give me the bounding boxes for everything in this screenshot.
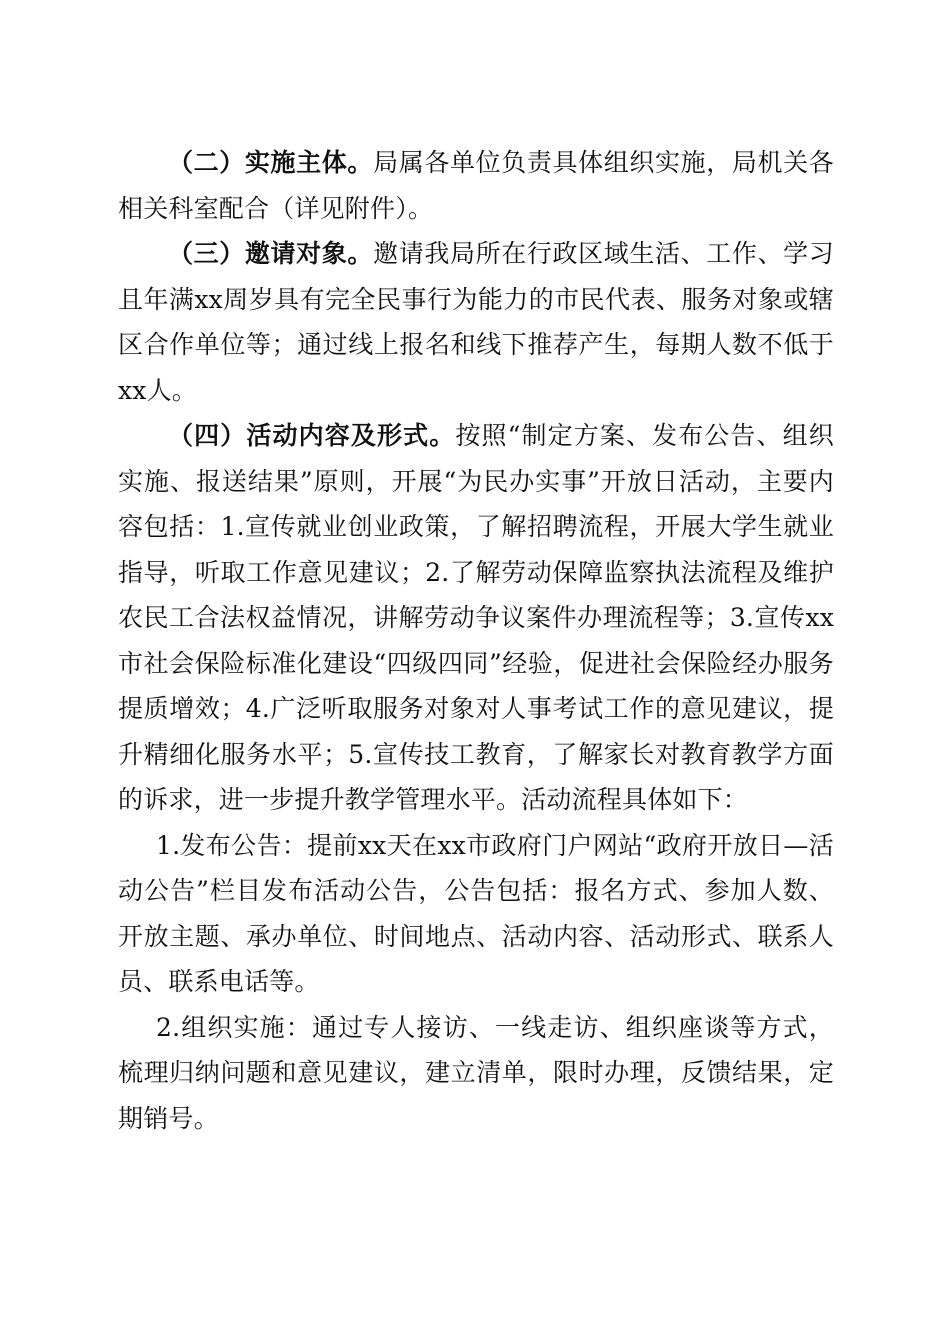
paragraph-activity-content [118, 413, 834, 823]
document-body [118, 140, 834, 1141]
step-text-publish-notice: 1.发布公告：提前xx天在xx市政府门户网站“政府开放日—活动公告”栏目发布活动公告，公告包括：报名方式、参加人数、开放主题、承办单位、时间地点、活动内容、活动形式、联系人员、联系电话等。 [118, 830, 834, 996]
section-text-activity-content: 按照“制定方案、发布公告、组织实施、报送结果”原则，开展“为民办实事”开放日活动，主要内容包括：1.宣传就业创业政策，了解招聘流程，开展大学生就业指导，听取工作意见建议；2.了解劳动保障监察执法流程及维护农民工合法权益情况，讲解劳动争议案件办理流程等；3.宣传xx市社会保险标准化建设“四级四同”经验，促进社会保险经办服务提质增效；4.广泛听取服务对象对人事考试工作的意见建议，提升精细化服务水平；5.宣传技工教育，了解家长对教育教学方面的诉求，进一步提升教学管理水平。活动流程具体如下： [118, 421, 834, 814]
paragraph-step-organize [118, 1005, 834, 1142]
section-heading-invitees: （三）邀请对象。 [168, 239, 374, 268]
paragraph-invitees [118, 231, 834, 413]
section-heading-implementing-body: （二）实施主体。 [168, 148, 374, 177]
section-heading-activity-content: （四）活动内容及形式。 [168, 421, 456, 450]
paragraph-implementing-body [118, 140, 834, 231]
section-text-invitees: 邀请我局所在行政区域生活、工作、学习且年满xx周岁具有完全民事行为能力的市民代表、服务对象或辖区合作单位等；通过线上报名和线下推荐产生，每期人数不低于xx人。 [118, 239, 834, 405]
paragraph-step-publish-notice [118, 823, 834, 1005]
step-text-organize: 2.组织实施：通过专人接访、一线走访、组织座谈等方式，梳理归纳问题和意见建议，建立清单，限时办理，反馈结果，定期销号。 [118, 1012, 834, 1133]
section-text-implementing-body: 局属各单位负责具体组织实施，局机关各相关科室配合（详见附件）。 [118, 148, 834, 223]
